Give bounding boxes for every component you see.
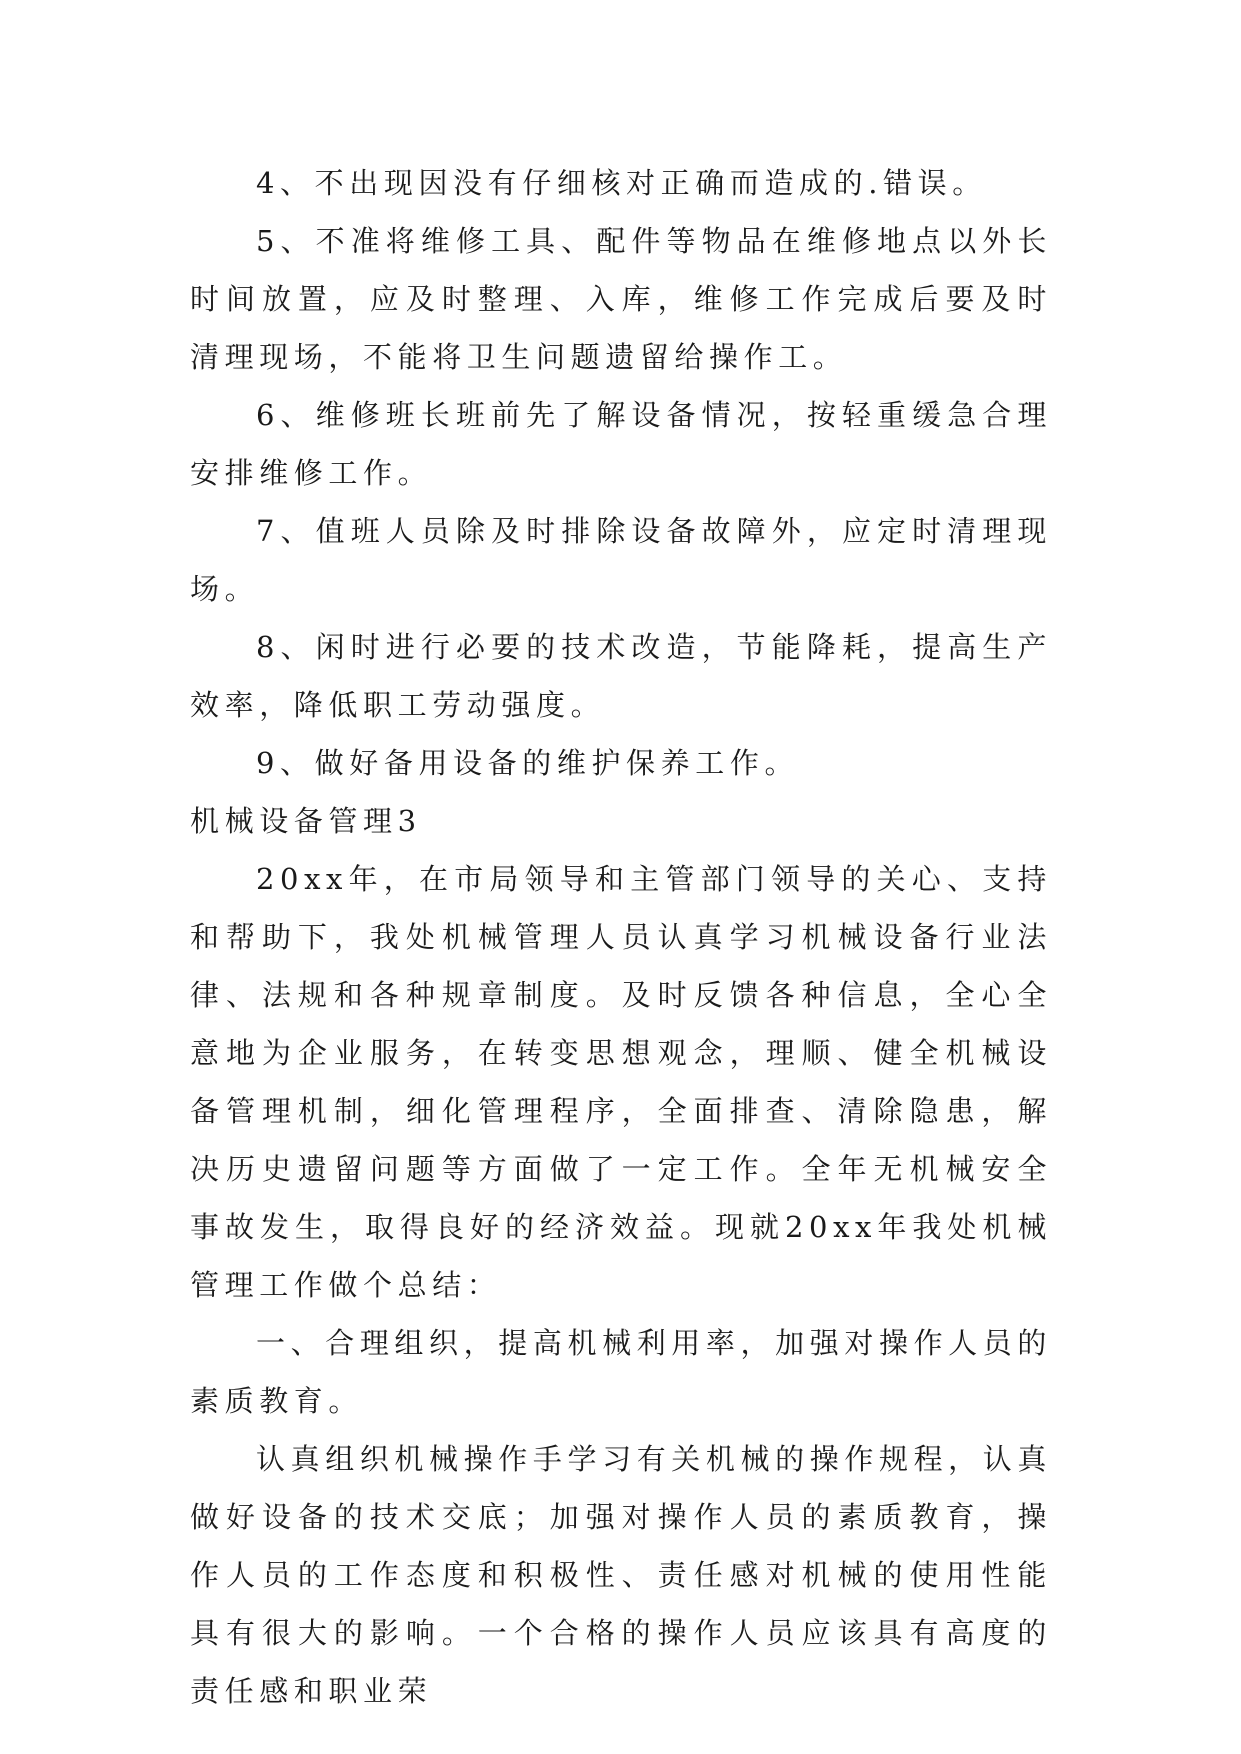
list-item: 8、闲时进行必要的技术改造，节能降耗，提高生产效率，降低职工劳动强度。	[190, 630, 1052, 722]
intro-paragraph: 20xx年，在市局领导和主管部门领导的关心、支持和帮助下，我处机械管理人员认真学习机械设备行业法律、法规和各种规章制度。及时反馈各种信息，全心全意地为企业服务，在转变思想观念，理顺、健全机械设备管理机制，细化管理程序，全面排查、清除隐患，解决历史遗留问题等方面做了一定工作。全年无机械安全事故发生，取得良好的经济效益。现就20xx年我处机械管理工作做个总结：	[190, 862, 1052, 1302]
list-item: 7、值班人员除及时排除设备故障外，应定时清理现场。	[190, 514, 1052, 606]
list-item: 6、维修班长班前先了解设备情况，按轻重缓急合理安排维修工作。	[190, 398, 1052, 490]
section-title: 机械设备管理3	[190, 804, 422, 838]
list-item: 9、做好备用设备的维护保养工作。	[256, 746, 800, 780]
list-item: 5、不准将维修工具、配件等物品在维修地点以外长时间放置，应及时整理、入库，维修工作完成后要及时清理现场，不能将卫生问题遗留给操作工。	[190, 224, 1052, 374]
subheading-paragraph: 一、合理组织，提高机械利用率，加强对操作人员的素质教育。	[190, 1326, 1052, 1418]
document-body	[190, 154, 1052, 1720]
list-item: 4、不出现因没有仔细核对正确而造成的.错误。	[256, 166, 987, 200]
body-paragraph: 认真组织机械操作手学习有关机械的操作规程，认真做好设备的技术交底；加强对操作人员的素质教育，操作人员的工作态度和积极性、责任感对机械的使用性能具有很大的影响。一个合格的操作人员应该具有高度的责任感和职业荣	[190, 1442, 1052, 1708]
